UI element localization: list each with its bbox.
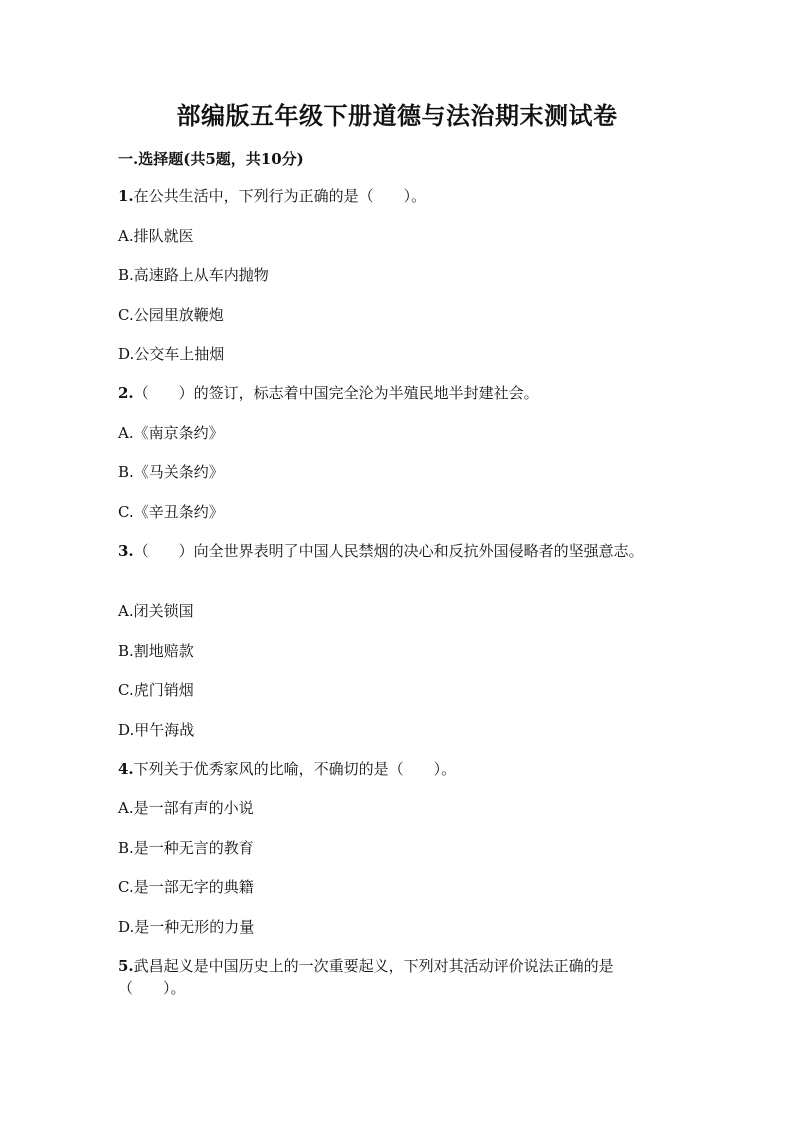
question-5 xyxy=(118,955,663,999)
option-2c: C.《辛丑条约》 xyxy=(118,503,224,521)
question-number: 3. xyxy=(118,542,134,560)
option-1c: C.公园里放鞭炮 xyxy=(118,306,224,324)
option-1b: B.高速路上从车内抛物 xyxy=(118,266,269,284)
option-2b: B.《马关条约》 xyxy=(118,463,224,481)
option-2a: A.《南京条约》 xyxy=(118,424,224,442)
page-title: 部编版五年级下册道德与法治期末测试卷 xyxy=(176,101,618,130)
question-stem: （ ）向全世界表明了中国人民禁烟的决心和反抗外国侵略者的坚强意志。 xyxy=(133,542,644,560)
option-1a: A.排队就医 xyxy=(118,227,194,245)
question-2 xyxy=(118,382,539,404)
question-number: 2. xyxy=(118,384,134,402)
question-number: 4. xyxy=(118,760,134,778)
option-4a: A.是一部有声的小说 xyxy=(118,799,254,817)
question-stem: 在公共生活中，下列行为正确的是（ ）。 xyxy=(133,187,427,205)
question-3 xyxy=(118,540,663,562)
option-1d: D.公交车上抽烟 xyxy=(118,345,225,363)
option-3b: B.割地赔款 xyxy=(118,642,194,660)
option-3a: A.闭关锁国 xyxy=(118,602,194,620)
option-4c: C.是一部无字的典籍 xyxy=(118,878,254,896)
question-4 xyxy=(118,758,456,780)
option-4b: B.是一种无言的教育 xyxy=(118,839,254,857)
question-stem: 下列关于优秀家风的比喻，不确切的是（ ）。 xyxy=(133,760,457,778)
question-number: 5. xyxy=(118,957,134,975)
option-3c: C.虎门销烟 xyxy=(118,681,194,699)
question-number: 1. xyxy=(118,187,134,205)
option-3d: D.甲午海战 xyxy=(118,721,195,739)
section-heading: 一.选择题(共5题，共10分) xyxy=(118,150,304,168)
question-1 xyxy=(118,185,426,207)
question-stem: （ ）的签订，标志着中国完全沦为半殖民地半封建社会。 xyxy=(133,384,539,402)
option-4d: D.是一种无形的力量 xyxy=(118,918,255,936)
question-stem: 武昌起义是中国历史上的一次重要起义，下列对其活动评价说法正确的是（ ）。 xyxy=(118,957,614,997)
